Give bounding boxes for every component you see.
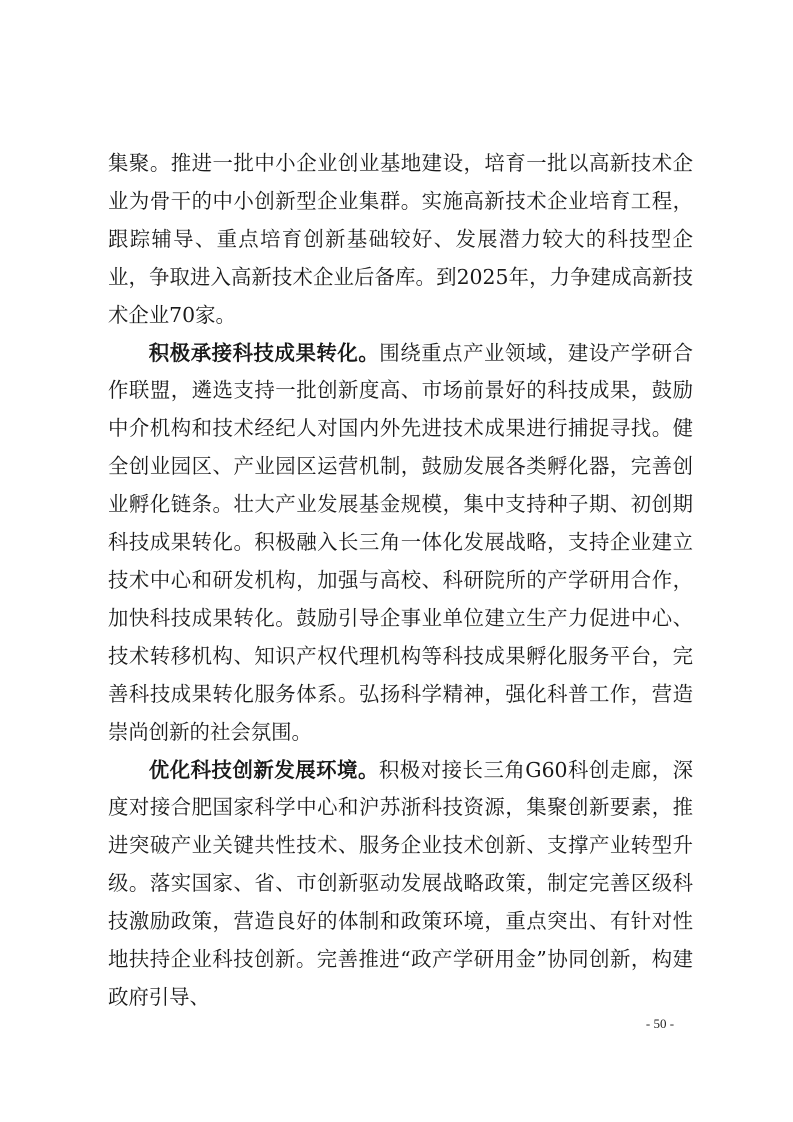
paragraph-heading: 优化科技创新发展环境。 — [148, 757, 379, 782]
paragraph-tech-transfer — [108, 335, 693, 752]
paragraph-continuation — [108, 145, 693, 335]
paragraph-innovation-environment — [108, 752, 693, 1017]
paragraph-heading: 积极承接科技成果转化。 — [148, 340, 380, 365]
paragraph-text: 集聚。推进一批中小企业创业基地建设，培育一批以高新技术企业为骨干的中小创新型企业集群。实施高新技术企业培育工程，跟踪辅导、重点培育创新基础较好、发展潜力较大的科技型企业，争取进入高新技术企业后备库。到2025年，力争建成高新技术企业70家。 — [108, 151, 693, 327]
paragraph-text: 积极对接长三角G60科创走廊，深度对接合肥国家科学中心和沪苏浙科技资源，集聚创新要素，推进突破产业关键共性技术、服务企业技术创新、支撑产业转型升级。落实国家、省、市创新驱动发展战略政策，制定完善区级科技激励政策，营造良好的体制和政策环境，重点突出、有针对性地扶持企业科技创新。完善推进“政产学研用金”协同创新，构建政府引导、 — [108, 757, 694, 1009]
page-number: - 50 - — [645, 1016, 675, 1031]
paragraph-text: 围绕重点产业领域，建设产学研合作联盟，遴选支持一批创新度高、市场前景好的科技成果，鼓励中介机构和技术经纪人对国内外先进技术成果进行捕捉寻找。健全创业园区、产业园区运营机制，鼓励发展各类孵化器，完善创业孵化链条。壮大产业发展基金规模，集中支持种子期、初创期科技成果转化。积极融入长三角一体化发展战略，支持企业建立技术中心和研发机构，加强与高校、科研院所的产学研用合作，加快科技成果转化。鼓励引导企事业单位建立生产力促进中心、技术转移机构、知识产权代理机构等科技成果孵化服务平台，完善科技成果转化服务体系。弘扬科学精神，强化科普工作，营造崇尚创新的社会氛围。 — [108, 340, 694, 744]
document-body — [108, 145, 693, 1017]
